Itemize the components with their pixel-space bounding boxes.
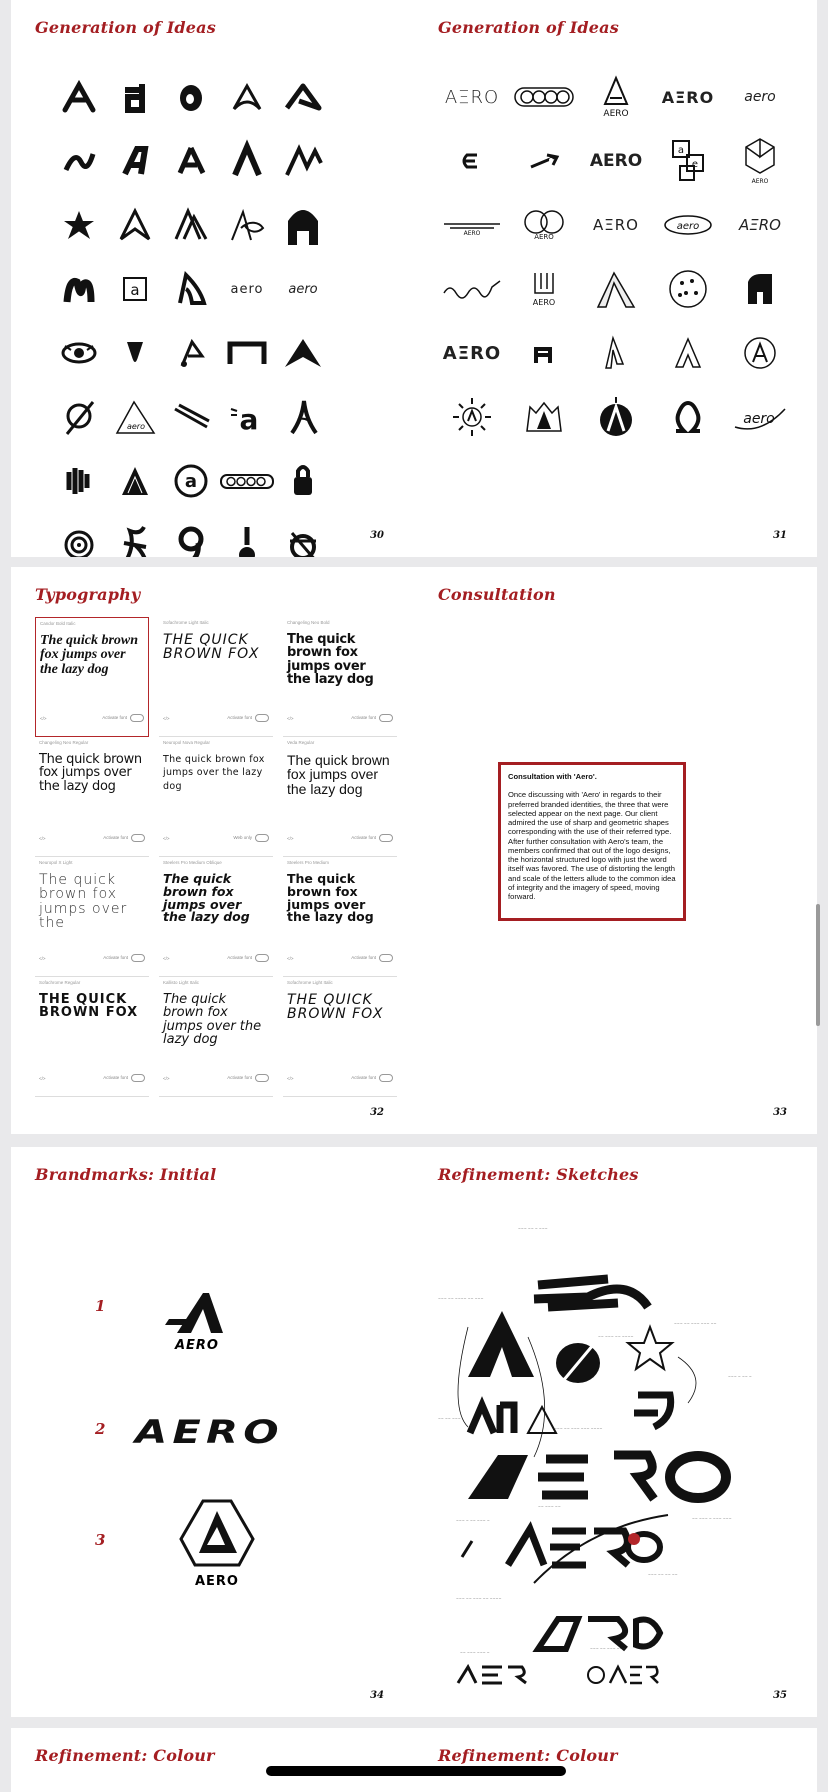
svg-text:AERO: AERO bbox=[463, 230, 481, 237]
sketch-arch bbox=[275, 193, 331, 257]
activate-toggle[interactable] bbox=[379, 834, 393, 842]
sketch-target bbox=[51, 513, 107, 557]
sketch-a-rounded bbox=[51, 65, 107, 129]
page-number: 32 bbox=[370, 1107, 384, 1118]
activate-font-label: Activate font bbox=[103, 955, 128, 961]
brandmark-3 bbox=[177, 1499, 257, 1589]
sketch-wave-line bbox=[436, 257, 508, 321]
activate-toggle[interactable] bbox=[379, 1074, 393, 1082]
activate-toggle[interactable] bbox=[255, 954, 269, 962]
page-title: Refinement: Colour bbox=[438, 1746, 618, 1765]
font-card[interactable] bbox=[283, 617, 397, 737]
page-title: Refinement: Sketches bbox=[438, 1165, 639, 1184]
sketch-annotation: ~~~ ~~ ~~~ ~~~ ~~~~ bbox=[554, 1427, 603, 1431]
brandmark-1-symbol bbox=[147, 1289, 247, 1335]
svg-text:a: a bbox=[677, 145, 685, 156]
font-name: Sofachrome Light Italic bbox=[287, 980, 333, 985]
view-icon[interactable]: </> bbox=[163, 835, 170, 841]
font-name: Candor Bold Italic bbox=[40, 621, 76, 626]
sketch-aero-italic: aero bbox=[744, 89, 776, 105]
font-card-footer bbox=[163, 714, 269, 722]
page-37 bbox=[414, 1728, 817, 1792]
svg-text:aero: aero bbox=[676, 221, 700, 232]
activate-font-label: Activate font bbox=[103, 1075, 128, 1081]
sketch-annotation: ~~~ ~ ~~ ~ bbox=[728, 1375, 752, 1379]
sketch-a-box bbox=[107, 65, 163, 129]
sketch-collage bbox=[438, 1227, 798, 1687]
page-spread-30-31 bbox=[11, 0, 817, 557]
activate-toggle[interactable] bbox=[131, 834, 145, 842]
font-name: Neuropol Nova Regular bbox=[163, 740, 211, 745]
sketch-a-feather bbox=[51, 385, 107, 449]
sketch-a-slant bbox=[107, 129, 163, 193]
svg-text:a: a bbox=[130, 281, 140, 299]
sketch-annotation: ~~~ ~~ ~~~~ ~~ ~~~ bbox=[438, 1297, 484, 1301]
svg-text:e: e bbox=[691, 159, 699, 170]
font-sample: THE QUICK BROWN FOX bbox=[287, 992, 384, 1023]
sketch-aero-cube bbox=[724, 129, 796, 193]
sketch-a-tall bbox=[219, 129, 275, 193]
font-card[interactable] bbox=[159, 737, 273, 857]
activate-font-label: Activate font bbox=[351, 715, 376, 721]
font-card-footer bbox=[163, 834, 269, 842]
font-name: Neuropol X Light bbox=[39, 860, 73, 865]
font-card[interactable] bbox=[159, 857, 273, 977]
sketch-a-arrow bbox=[275, 65, 331, 129]
sketch-a-hands bbox=[219, 193, 275, 257]
activate-font-label: Activate font bbox=[102, 715, 127, 721]
font-name: Changeling Neo Bold bbox=[287, 620, 330, 625]
sketch-a-circle bbox=[163, 449, 219, 513]
sketch-a-outline-3 bbox=[580, 321, 652, 385]
sketch-annotation: ~~~ ~~ ~~~ ~~~ bbox=[590, 1647, 626, 1651]
sketch-aero-bold: AΞRO bbox=[661, 87, 715, 107]
page-title: Generation of Ideas bbox=[35, 18, 216, 37]
brandmark-number: 3 bbox=[95, 1531, 106, 1549]
view-icon[interactable]: </> bbox=[40, 715, 47, 721]
sketch-globe bbox=[652, 257, 724, 321]
font-sample: THE QUICK BROWN FOX bbox=[39, 992, 139, 1021]
ideas-wordmark-grid bbox=[436, 65, 796, 449]
font-name: Veda Regular bbox=[287, 740, 315, 745]
activate-toggle[interactable] bbox=[131, 1074, 145, 1082]
sketch-aero-stencil: AΞRO bbox=[442, 342, 502, 364]
sketch-q bbox=[163, 513, 219, 557]
font-card-footer bbox=[40, 714, 144, 722]
page-number: 35 bbox=[773, 1690, 787, 1701]
sketch-aero-script: aero bbox=[288, 281, 318, 297]
font-sample: The quick brown fox jumps over the lazy dog bbox=[163, 754, 265, 792]
activate-font-label: Activate font bbox=[103, 835, 128, 841]
font-card-footer bbox=[39, 954, 145, 962]
sketch-aero-tiles bbox=[652, 129, 724, 193]
page-title: Brandmarks: Initial bbox=[35, 1165, 217, 1184]
page-31 bbox=[414, 0, 817, 557]
sketch-bracket bbox=[219, 321, 275, 385]
sketch-a-sun bbox=[436, 385, 508, 449]
ideas-sketch-grid bbox=[51, 65, 331, 557]
sketch-n-shape bbox=[51, 257, 107, 321]
font-name: Changeling Neo Regular bbox=[39, 740, 89, 745]
view-icon[interactable]: </> bbox=[287, 955, 294, 961]
font-sample: The quick brown fox jumps over the lazy dog bbox=[163, 871, 250, 925]
font-sample: The quick brown fox jumps over the lazy dog bbox=[287, 871, 374, 925]
view-icon[interactable]: </> bbox=[287, 835, 294, 841]
brandmark-number: 1 bbox=[95, 1297, 106, 1315]
activate-font-label: Activate font bbox=[227, 955, 252, 961]
font-card-footer bbox=[287, 834, 393, 842]
sketch-annotation: ~~ ~~~ ~~ ~~~~ bbox=[598, 1335, 634, 1339]
font-card-footer bbox=[163, 954, 269, 962]
font-sample: The quick brown fox jumps over the lazy dog bbox=[40, 633, 139, 677]
sketch-drop bbox=[107, 321, 163, 385]
page-spread-32-33 bbox=[11, 567, 817, 1134]
page-number: 30 bbox=[370, 530, 384, 541]
sketch-a-block-black bbox=[724, 257, 796, 321]
activate-font-label: Activate font bbox=[227, 1075, 252, 1081]
sketch-aero-faces bbox=[508, 193, 580, 257]
refinement-sketches bbox=[438, 1227, 798, 1687]
svg-text:AERO: AERO bbox=[603, 109, 629, 119]
sketch-a-outline-4 bbox=[652, 321, 724, 385]
sketch-aero-a-stack bbox=[580, 65, 652, 129]
activate-toggle[interactable] bbox=[255, 714, 269, 722]
sketch-a-hatched bbox=[107, 449, 163, 513]
sketch-a-circle-black bbox=[580, 385, 652, 449]
sketch-annotation: ~~ ~~~ ~~ bbox=[538, 1505, 561, 1509]
activate-toggle[interactable] bbox=[130, 714, 144, 722]
consultation-text: Once discussing with 'Aero' in regards to their preferred branded identities, the three that were selected appear on the next page. Our client admired the use of sharp and geometric shapes corresponding with the use of their referred type. After further consultation with Aero's team, the members confirmed that out of the logo designs, the horizontal structured logo with just the word itself was favored. The use of distorting the length and scale of the letters allude to the common idea of integrity and the imagery of speed, moving forward. bbox=[508, 790, 676, 901]
font-card-footer bbox=[39, 834, 145, 842]
sketch-a-square bbox=[107, 257, 163, 321]
brandmark-2-wordmark: AERO bbox=[135, 1413, 284, 1451]
font-card-footer bbox=[287, 954, 393, 962]
brandmark-1-wordmark: AERO bbox=[174, 1338, 219, 1353]
sketch-a-triangle bbox=[275, 321, 331, 385]
sketch-a-ribbon bbox=[580, 257, 652, 321]
font-card-footer bbox=[163, 1074, 269, 1082]
page-title: Refinement: Colour bbox=[35, 1746, 215, 1765]
sketch-aero-block: AERO bbox=[589, 151, 643, 171]
brandmark-3-wordmark: AERO bbox=[194, 1574, 239, 1589]
font-name: Kallisto Light Italic bbox=[163, 980, 200, 985]
page-number: 34 bbox=[370, 1690, 384, 1701]
font-card[interactable] bbox=[35, 977, 149, 1097]
font-card[interactable] bbox=[35, 737, 149, 857]
svg-text:aero: aero bbox=[126, 422, 146, 431]
page-number: 33 bbox=[773, 1107, 787, 1118]
view-icon[interactable]: </> bbox=[163, 955, 170, 961]
font-card[interactable] bbox=[35, 857, 149, 977]
page-32 bbox=[11, 567, 414, 1134]
view-icon[interactable]: </> bbox=[39, 1075, 46, 1081]
web-only-label: Web only bbox=[233, 835, 252, 841]
sketch-annotation: ~~ ~~~ ~ ~~~ ~~~ bbox=[692, 1517, 732, 1521]
font-sample: The quick brown fox jumps over the bbox=[39, 872, 128, 931]
font-card[interactable] bbox=[283, 857, 397, 977]
sketch-aero-script-2: AΞRO bbox=[739, 216, 781, 234]
sketch-a-music bbox=[163, 321, 219, 385]
sketch-annotation: ~~~ ~~ ~ ~~~ bbox=[518, 1227, 548, 1231]
sketch-a-outline-2 bbox=[107, 193, 163, 257]
sketch-omega bbox=[652, 385, 724, 449]
consultation-heading: Consultation with 'Aero'. bbox=[508, 772, 597, 781]
page-title: Generation of Ideas bbox=[438, 18, 619, 37]
font-sample: The quick brown fox jumps over the lazy dog bbox=[39, 752, 142, 794]
sketch-aero-circles bbox=[219, 449, 275, 513]
sketch-annotation: ~~~ ~~ ~~~ ~~ ~~~~ bbox=[456, 1597, 502, 1601]
font-name: Steelers Pro Medium Oblique bbox=[163, 860, 222, 865]
page-title: Typography bbox=[35, 585, 141, 604]
svg-text:a: a bbox=[184, 471, 198, 492]
sketch-lock bbox=[275, 449, 331, 513]
sketch-a-crossed bbox=[275, 513, 331, 557]
view-icon[interactable]: </> bbox=[39, 835, 46, 841]
sketch-a-calligraphy bbox=[275, 385, 331, 449]
sketch-swoosh bbox=[163, 385, 219, 449]
svg-text:AERO: AERO bbox=[532, 298, 556, 307]
view-icon[interactable]: </> bbox=[287, 715, 294, 721]
font-card[interactable] bbox=[283, 977, 397, 1097]
sketch-a-lines bbox=[219, 385, 275, 449]
brandmark-1 bbox=[147, 1289, 247, 1359]
sketch-a-sail bbox=[163, 257, 219, 321]
sketch-ao-mini: aero bbox=[230, 281, 264, 297]
sketch-eye bbox=[51, 321, 107, 385]
sketch-aero-outline: AΞRO bbox=[444, 86, 500, 108]
sketch-aero-bubble bbox=[652, 193, 724, 257]
font-card[interactable] bbox=[159, 977, 273, 1097]
scrollbar[interactable] bbox=[816, 904, 820, 1026]
page-35 bbox=[414, 1147, 817, 1717]
svg-text:AERO: AERO bbox=[751, 178, 769, 185]
sketch-annotation: ~~~ ~~ ~~~ ~~~ ~~ bbox=[674, 1322, 717, 1326]
font-sample: THE QUICK BROWN FOX bbox=[163, 632, 260, 663]
page-36 bbox=[11, 1728, 414, 1792]
sketch-aero-rings bbox=[508, 65, 580, 129]
activate-font-label: Activate font bbox=[351, 1075, 376, 1081]
sketch-a-star bbox=[51, 193, 107, 257]
activate-toggle[interactable] bbox=[379, 714, 393, 722]
font-card-footer bbox=[287, 714, 393, 722]
font-name: Sofachrome Light Italic bbox=[163, 620, 209, 625]
sketch-aero-outlined: AΞRO bbox=[593, 216, 639, 234]
sketch-aero-pillars bbox=[508, 257, 580, 321]
sketch-aero-swoosh bbox=[724, 385, 796, 449]
font-card-footer bbox=[287, 1074, 393, 1082]
page-title: Consultation bbox=[438, 585, 556, 604]
sketch-annotation: ~~ ~~~ ~~~ ~ bbox=[460, 1651, 490, 1655]
font-name: Steelers Pro Medium bbox=[287, 860, 330, 865]
svg-text:AERO: AERO bbox=[534, 233, 554, 241]
font-card[interactable] bbox=[283, 737, 397, 857]
sketch-bars bbox=[51, 449, 107, 513]
sketch-a-diamond bbox=[163, 129, 219, 193]
activate-toggle[interactable] bbox=[255, 834, 269, 842]
activate-font-label: Activate font bbox=[351, 835, 376, 841]
page-30 bbox=[11, 0, 414, 557]
consultation-box bbox=[498, 762, 686, 921]
activate-toggle[interactable] bbox=[379, 954, 393, 962]
sketch-wave bbox=[51, 129, 107, 193]
brandmark-number: 2 bbox=[95, 1420, 106, 1438]
sketch-i-blob bbox=[219, 513, 275, 557]
sketch-annotation: ~~ ~~ ~~~ bbox=[438, 1417, 461, 1421]
sketch-rocket bbox=[508, 129, 580, 193]
page-number: 31 bbox=[773, 530, 787, 541]
page-34 bbox=[11, 1147, 414, 1717]
view-icon[interactable]: </> bbox=[163, 1075, 170, 1081]
sketch-annotation: ~~~ ~~ ~~ ~~ bbox=[648, 1573, 678, 1577]
sketch-a-crown bbox=[508, 385, 580, 449]
page-33 bbox=[414, 567, 817, 1134]
sketch-a-circle-outline bbox=[724, 321, 796, 385]
sketch-figure bbox=[107, 513, 163, 557]
sketch-a-brush bbox=[275, 129, 331, 193]
view-icon[interactable]: </> bbox=[163, 715, 170, 721]
svg-text:aero: aero bbox=[743, 411, 775, 427]
sketch-aero-stretched bbox=[436, 193, 508, 257]
font-card-selected[interactable] bbox=[35, 617, 149, 737]
activate-toggle[interactable] bbox=[131, 954, 145, 962]
font-sample: The quick brown fox jumps over the lazy dog bbox=[287, 632, 374, 687]
activate-font-label: Activate font bbox=[227, 715, 252, 721]
font-name: Sofachrome Regular bbox=[39, 980, 81, 985]
sketch-a-outline bbox=[219, 65, 275, 129]
font-sample: The quick brown fox jumps over the lazy dog bbox=[163, 992, 262, 1047]
sketch-aero-shard bbox=[107, 385, 163, 449]
font-sample: The quick brown fox jumps over the lazy dog bbox=[287, 752, 390, 797]
page-spread-34-35 bbox=[11, 1147, 817, 1717]
view-icon[interactable]: </> bbox=[287, 1075, 294, 1081]
brandmark-3-symbol bbox=[177, 1499, 257, 1569]
sketch-a-double bbox=[163, 193, 219, 257]
sketch-annotation: ~~~ ~ ~~ ~~~ ~ bbox=[456, 1519, 490, 1523]
font-card[interactable] bbox=[159, 617, 273, 737]
sketch-e-mark bbox=[436, 129, 508, 193]
page-spread-36-37 bbox=[11, 1728, 817, 1792]
sketch-a-hook bbox=[508, 321, 580, 385]
activate-toggle[interactable] bbox=[255, 1074, 269, 1082]
svg-text:a: a bbox=[239, 403, 259, 436]
home-indicator[interactable] bbox=[266, 1766, 566, 1776]
view-icon[interactable]: </> bbox=[39, 955, 46, 961]
typography-font-grid bbox=[35, 617, 407, 1097]
font-card-footer bbox=[39, 1074, 145, 1082]
activate-font-label: Activate font bbox=[351, 955, 376, 961]
sketch-a-blob bbox=[163, 65, 219, 129]
